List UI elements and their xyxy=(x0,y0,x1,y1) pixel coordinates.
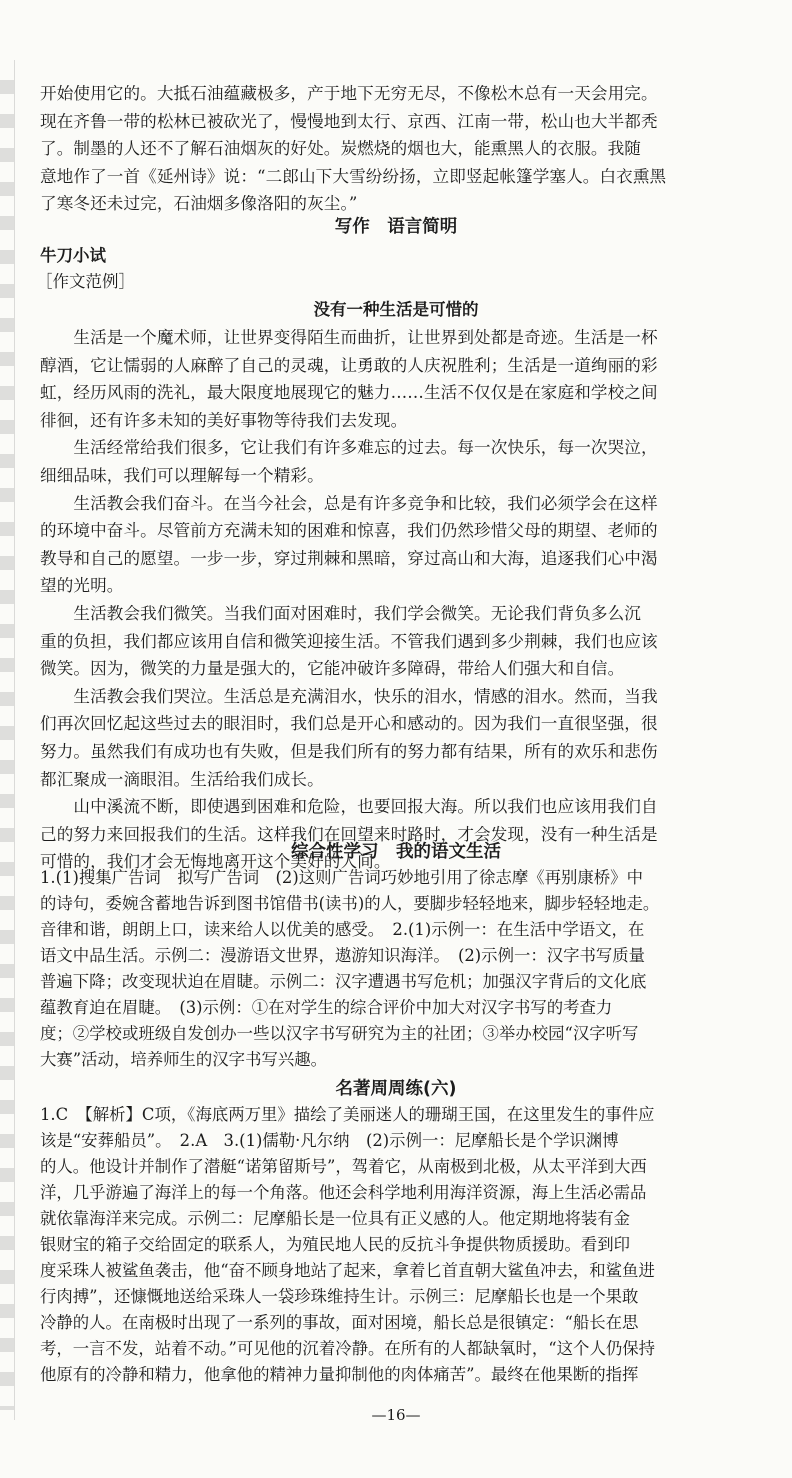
text-line: 山中溪流不断，即使遇到困难和危险，也要回报大海。所以我们也应该用我们自 xyxy=(40,797,658,817)
text-line: 音律和谐，朗朗上口，读来给人以优美的感受。 2.(1)示例一：在生活中学语文，在 xyxy=(40,920,645,939)
section-title-comprehensive: 综合性学习 我的语文生活 xyxy=(291,842,501,862)
text-line: 了寒冬还未过完，石油烟多像洛阳的灰尘。” xyxy=(40,194,358,214)
text-line: 就依靠海洋来完成。示例二：尼摩船长是一位具有正义感的人。他定期地将装有金 xyxy=(40,1209,631,1228)
bleed-through-gutter xyxy=(0,80,14,1410)
intro-paragraph xyxy=(40,80,760,218)
essay-body xyxy=(40,324,760,876)
text-line: 度；②学校或班级自发创办一些以汉字书写研究为主的社团；③举办校园“汉字听写 xyxy=(40,1024,639,1043)
text-line: 意地作了一首《延州诗》说：“二郎山下大雪纷纷扬，立即竖起帐篷学塞人。白衣熏黑 xyxy=(40,166,667,186)
essay-example-tag: ［作文范例］ xyxy=(36,272,135,291)
text-line: 了。制墨的人还不了解石油烟灰的好处。炭燃烧的烟也大，能熏黑人的衣服。我随 xyxy=(40,139,641,159)
text-line: 的诗句，委婉含蓄地告诉到图书馆借书(读书)的人，要脚步轻轻地来，脚步轻轻地走。 xyxy=(40,894,660,913)
text-line: 考，一言不发，站着不动。”可见他的沉着冷静。在所有的人都缺氧时，“这个人仍保持 xyxy=(40,1339,656,1358)
text-line: 己的努力来回报我们的生活。这样我们在回望来时路时，才会发现，没有一种生活是 xyxy=(40,824,658,844)
intro-lines xyxy=(40,80,760,218)
text-line: 现在齐鲁一带的松林已被砍光了，慢慢地到太行、京西、江南一带，松山也大半都秃 xyxy=(40,111,658,131)
text-line: 开始使用它的。大抵石油蕴藏极多，产于地下无穷无尽，不像松木总有一天会用完。 xyxy=(40,84,658,103)
text-line: 的人。他设计并制作了潜艇“诺第留斯号”，驾着它，从南极到北极，从太平洋到大西 xyxy=(40,1157,647,1176)
text-line: 度采珠人被鲨鱼袭击，他“奋不顾身地站了起来，拿着匕首直朝大鲨鱼冲去，和鲨鱼进 xyxy=(40,1261,655,1280)
text-line: 他原有的冷静和精力，他拿他的精神力量抑制他的肉体痛苦”。最终在他果断的指挥 xyxy=(40,1365,639,1384)
text-line: 大赛”活动，培养师生的汉字书写兴趣。 xyxy=(40,1050,328,1069)
text-line: 醇酒，它让懦弱的人麻醉了自己的灵魂，让勇敢的人庆祝胜利；生活是一道绚丽的彩 xyxy=(40,355,658,375)
text-line: 洋，几乎游遍了海洋上的每一个角落。他还会科学地利用海洋资源，海上生活必需品 xyxy=(40,1183,647,1202)
text-line: 细细品味，我们可以理解每一个精彩。 xyxy=(40,465,324,485)
subheading-niudao: 牛刀小试 xyxy=(40,246,106,265)
text-line: 的环境中奋斗。尽管前方充满未知的困难和惊喜，我们仍然珍惜父母的期望、老师的 xyxy=(40,521,658,541)
text-line: 虹，经历风雨的洗礼，最大限度地展现它的魅力……生活不仅仅是在家庭和学校之间 xyxy=(40,383,658,403)
essay-lines xyxy=(40,324,760,876)
text-line: 微笑。因为，微笑的力量是强大的，它能冲破许多障碍，带给人们强大和自信。 xyxy=(40,659,625,679)
text-line: 生活教会我们哭泣。生活总是充满泪水，快乐的泪水，情感的泪水。然而，当我 xyxy=(40,686,658,706)
text-line: 都汇聚成一滴眼泪。生活给我们成长。 xyxy=(40,769,324,789)
text-line: 蕴教育迫在眉睫。 (3)示例：①在对学生的综合评价中加大对汉字书写的考查力 xyxy=(40,998,613,1017)
text-line: 望的光明。 xyxy=(40,576,124,596)
binding-line xyxy=(14,60,15,1420)
text-line: 生活是一个魔术师，让世界变得陌生而曲折，让世界到处都是奇迹。生活是一杯 xyxy=(40,328,658,347)
section-title-classics: 名著周周练(六) xyxy=(335,1079,457,1099)
section2-answers xyxy=(40,865,760,1073)
text-line: 1.(1)搜集广告词 拟写广告词 (2)这则广告词巧妙地引用了徐志摩《再别康桥》中 xyxy=(40,868,643,887)
text-line: 普遍下降；改变现状迫在眉睫。示例二：汉字遭遇书写危机；加强汉字背后的文化底 xyxy=(40,972,647,991)
text-line: 教导和自己的愿望。一步一步，穿过荆棘和黑暗，穿过高山和大海，追逐我们心中渴 xyxy=(40,548,658,568)
section-title-writing: 写作 语言简明 xyxy=(334,217,458,237)
text-line: 行肉搏”，还慷慨地送给采珠人一袋珍珠维持生计。示例三：尼摩船长也是一个果敢 xyxy=(40,1287,639,1306)
text-line: 银财宝的箱子交给固定的联系人，为殖民地人民的反抗斗争提供物质援助。看到印 xyxy=(40,1235,631,1254)
section3-answers xyxy=(40,1102,760,1388)
text-line: 重的负担，我们都应该用自信和微笑迎接生活。不管我们遇到多少荆棘，我们也应该 xyxy=(40,631,658,651)
text-line: 可惜的，我们才会无悔地离开这个美好的人间。 xyxy=(40,852,391,872)
text-line: 努力。虽然我们有成功也有失败，但是我们所有的努力都有结果，所有的欢乐和悲伤 xyxy=(40,741,658,761)
section3-lines xyxy=(40,1102,760,1388)
text-line: 生活教会我们奋斗。在当今社会，总是有许多竞争和比较，我们必须学会在这样 xyxy=(40,493,658,513)
text-line: 该是“安葬船员”。 2.A 3.(1)儒勒·凡尔纳 (2)示例一：尼摩船长是个学识渊博 xyxy=(40,1131,619,1150)
text-line: 冷静的人。在南极时出现了一系列的事故，面对困境，船长总是很镇定：“船长在思 xyxy=(40,1313,639,1332)
text-line: 生活教会我们微笑。当我们面对困难时，我们学会微笑。无论我们背负多么沉 xyxy=(40,603,641,623)
text-line: 1.C 【解析】C项，《海底两万里》描绘了美丽迷人的珊瑚王国，在这里发生的事件应 xyxy=(40,1105,655,1124)
text-line: 徘徊，还有许多未知的美好事物等待我们去发现。 xyxy=(40,410,408,430)
section2-lines xyxy=(40,865,760,1073)
page-number: —16— xyxy=(371,1406,421,1424)
text-line: 们再次回忆起这些过去的眼泪时，我们总是开心和感动的。因为我们一直很坚强，很 xyxy=(40,714,658,734)
text-line: 语文中品生活。示例二：漫游语文世界，遨游知识海洋。 (2)示例一：汉字书写质量 xyxy=(40,946,646,965)
text-line: 生活经常给我们很多，它让我们有许多难忘的过去。每一次快乐，每一次哭泣， xyxy=(40,438,658,458)
essay-title: 没有一种生活是可惜的 xyxy=(313,300,479,319)
